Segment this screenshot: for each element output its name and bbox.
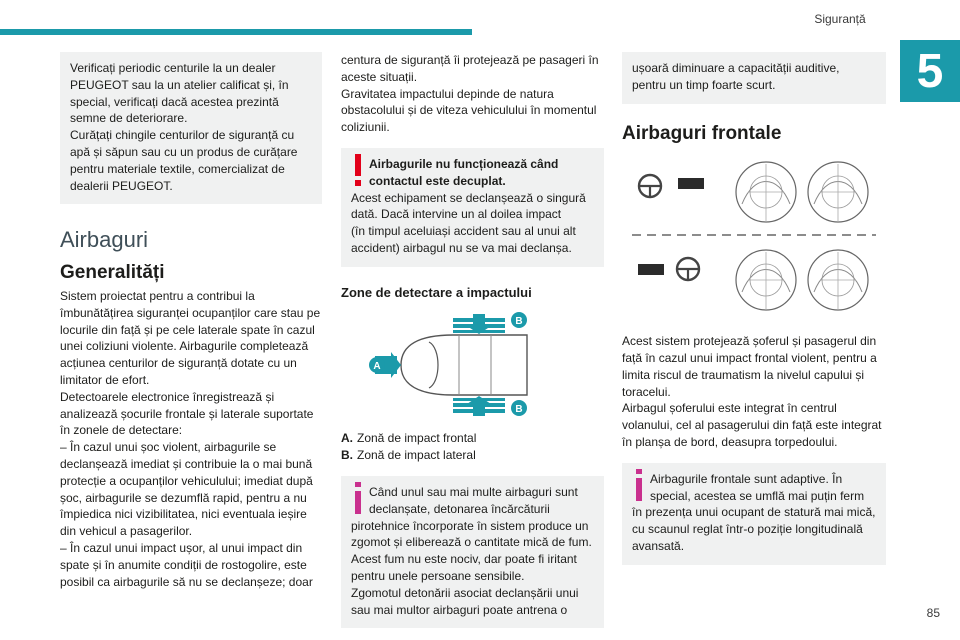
legend-item xyxy=(341,447,604,464)
warning-box xyxy=(341,148,604,267)
info-box-detonation xyxy=(341,476,604,628)
info-detonation-rest: pirotehnice încorporate în sistem produce un zgomot și eliberează o cantitate mică de fum. Acest fum nu este nociv, dar poate fi iritant pentru unele persoane sensibile. Zgomotul detonării asociat declanșării unui sau mai multor airbaguri poate antrena o xyxy=(351,518,592,617)
section-title-front-airbags: Airbaguri frontale xyxy=(622,122,782,144)
zone-b-label-bottom: B xyxy=(515,403,523,415)
belt-maintenance-text: Verificați periodic centurile la un dealer PEUGEOT sau la un atelier calificat și, în special, verificați dacă acestea prezintă semne de deteriorare. Curățați chingile centurilor de siguranță cu apă și săpun sau cu un produs de curățare pentru materiale textile, comercializat de dealerii PEUGEOT. xyxy=(70,61,298,193)
warning-title: Airbagurile nu funcționează când contactul este decuplat. xyxy=(369,156,559,188)
impact-zone-legend xyxy=(341,430,604,464)
legend-key: B. xyxy=(341,448,353,463)
section-title-airbags: Airbaguri xyxy=(60,227,149,253)
general-body-text: Sistem proiectat pentru a contribui la îmbunătățirea siguranței ocupanților care stau pe locurile din față și pe cele laterale spate în cazul unei coliziuni violente. Airbagurile completează acțiunea centurilor de siguranță dotate cu un limitator de efort. Detectoarele electronice înregistrează și analizează șocurile frontale și laterale suportate în zonele de detectare: – În cazul unui șoc violent, airbagurile se declanșează imediat și contribuie la o mai bună protecție a ocupanților vehiculului; imediat după șoc, airbagurile se dezumflă rapid, pentru a nu împiedica nici vizibilitatea, nici eventuala ieșire din vehicul a pasagerilor. – În cazul unui impact ușor, al unui impact din spate și în anumite condiții de rostogolire, este posibil ca airbagurile să nu se declanșeze; doar xyxy=(60,288,321,589)
info-detonation-first: Când unul sau mai multe airbaguri sunt declanșate, detonarea încărcăturii xyxy=(369,484,578,516)
warning-exclamation-icon xyxy=(350,154,366,188)
info-adaptive-rest: în prezența unui ocupant de statură mai mică, cu scaunul reglat într-o poziție longitudinală avansată. xyxy=(632,505,876,553)
legend-text: Zonă de impact frontal xyxy=(357,431,477,446)
hearing-note-box xyxy=(622,52,886,104)
legend-key: A. xyxy=(341,431,353,446)
info-icon xyxy=(350,482,366,516)
zone-a-label: A xyxy=(373,360,381,372)
chapter-number-tab: 5 xyxy=(900,40,960,102)
info-box-adaptive xyxy=(622,463,886,565)
legend-item xyxy=(341,430,604,447)
dashboard-airbag-icon xyxy=(678,178,704,189)
passenger-airbag-illustration-rhd xyxy=(736,250,796,310)
hearing-note-text: ușoară diminuare a capacității auditive, pentru un timp foarte scurt. xyxy=(632,61,840,92)
belt-maintenance-box xyxy=(60,52,322,204)
legend-text: Zonă de impact lateral xyxy=(357,448,476,463)
car-top-view-icon xyxy=(401,335,527,395)
driver-airbag-illustration xyxy=(736,162,796,222)
front-airbags-body: Acest sistem protejează șoferul și pasagerul din față în cazul unui impact frontal violent, pentru a limita riscul de traumatism la nivelul capului și toracelui. Airbagul șoferului este integrat în centrul volanului, cel al pasagerului din față este integrat în planșa de bord, deasupra torpedoului. xyxy=(622,334,882,449)
front-airbags-diagram xyxy=(622,152,886,318)
steering-wheel-icon xyxy=(639,175,661,197)
column-middle xyxy=(341,52,604,628)
info-icon xyxy=(631,469,647,503)
page-number: 85 xyxy=(926,606,940,620)
impact-zones-diagram xyxy=(341,312,604,418)
info-adaptive-first: Airbagurile frontale sunt adaptive. În special, acestea se umflă mai puțin ferm xyxy=(650,471,865,503)
continued-body-text: centura de siguranță îi protejează pe pasageri în aceste situații. Gravitatea impactului depinde de natura obstacolului și de viteza vehiculului în momentul coliziunii. xyxy=(341,53,599,135)
steering-wheel-icon-rhd xyxy=(677,258,699,280)
dashboard-airbag-icon-rhd xyxy=(638,264,664,275)
impact-zones-title: Zone de detectare a impactului xyxy=(341,284,532,300)
passenger-airbag-illustration xyxy=(808,162,868,222)
header-accent-bar xyxy=(0,29,472,35)
column-right xyxy=(622,52,886,565)
subsection-title-general: Generalități xyxy=(60,262,165,284)
warning-body: Acest echipament se declanșează o singură dată. Dacă intervine un al doilea impact (în timpul aceluiași accident sau al unui alt accident) airbagul nu se va mai declanșa. xyxy=(351,190,586,255)
zone-b-label-top: B xyxy=(515,315,523,327)
driver-airbag-illustration-rhd xyxy=(808,250,868,310)
chapter-title: Siguranță xyxy=(814,12,866,26)
side-impact-zone-bottom xyxy=(453,396,505,416)
side-impact-zone-top xyxy=(453,314,505,334)
column-left xyxy=(60,52,322,590)
